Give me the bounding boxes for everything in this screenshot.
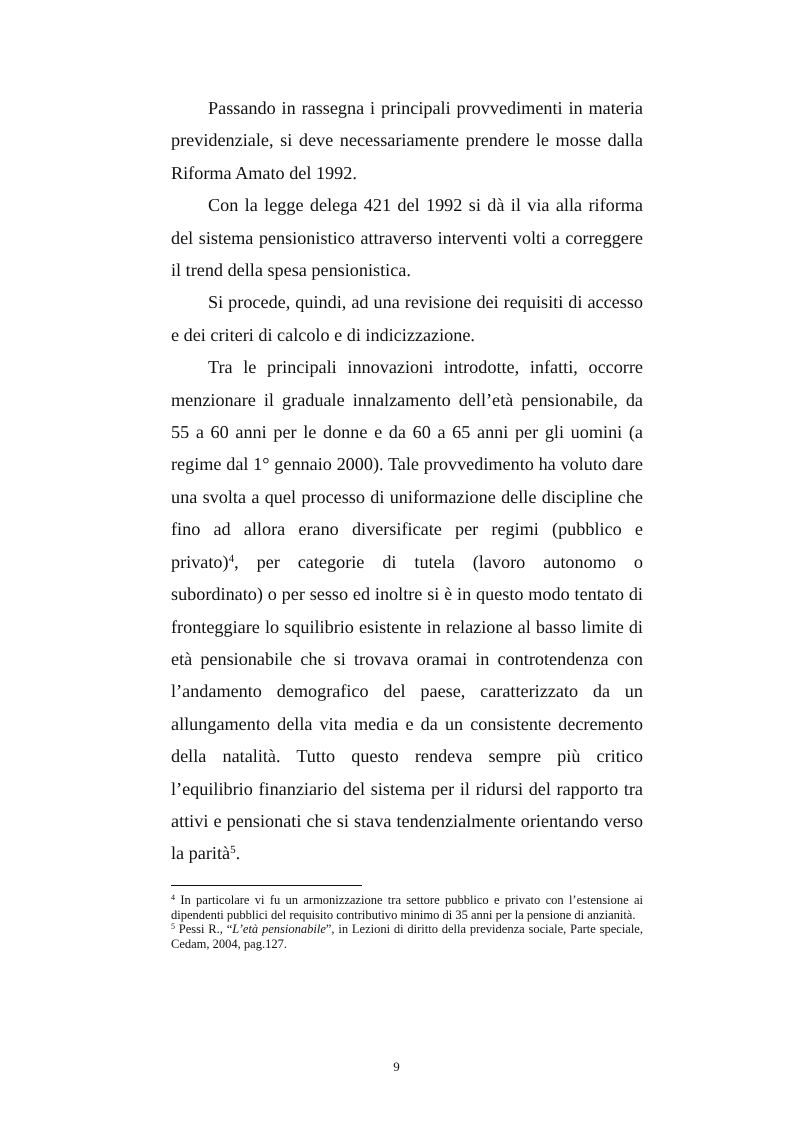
footnote-5 xyxy=(171,922,643,951)
footnote-ref-4: 4 xyxy=(228,552,235,565)
paragraph-2: Con la legge delega 421 del 1992 si dà il via alla riforma del sistema pensionistico attraverso interventi volti a correggere il trend della spesa pensionistica. xyxy=(171,195,643,281)
paragraph-4-end: . xyxy=(235,843,241,864)
body-text xyxy=(171,92,643,870)
page-number: 9 xyxy=(393,1059,400,1074)
footnotes xyxy=(171,893,643,951)
paragraph-1: Passando in rassegna i principali provvedimenti in materia previdenziale, si deve necessariamente prendere le mosse dalla Riforma Amato del 1992. xyxy=(171,98,643,183)
footnote-number: 5 xyxy=(171,922,175,932)
footnote-separator xyxy=(171,885,362,886)
footnote-text: In particolare vi fu un armonizzazione tra settore pubblico e privato con l’estensione ai dipendenti pubblici del requisito contributivo minimo di 35 anni per la pensione di anzianità. xyxy=(171,893,643,922)
paragraph-4-part-1: Tra le principali innovazioni introdotte, infatti, occorre menzionare il graduale innalzamento dell’età pensionabile, da 55 a 60 anni per le donne e da 60 a 65 anni per gli uomini (a regime dal 1° gennaio 2000). Tale provvedimento ha voluto dare una svolta a quel processo di uniformazione delle discipline che fino ad allora erano diversificate per regimi (pubblico e privato) xyxy=(171,357,643,572)
footnote-ref-5: 5 xyxy=(230,844,236,857)
paragraph-4 xyxy=(171,351,643,870)
footnote-cited-title: L’età pensionabile xyxy=(232,922,326,937)
footnote-text-post: ”, in Lezioni di diritto della previdenza sociale, Parte speciale, Cedam, 2004, pag.127. xyxy=(171,922,643,951)
footnote-number: 4 xyxy=(171,893,175,902)
footnote-4 xyxy=(171,893,643,922)
footnote-text-pre: Pessi R., “ xyxy=(175,922,233,937)
paragraph-3: Si procede, quindi, ad una revisione dei requisiti di accesso e dei criteri di calcolo e di indicizzazione. xyxy=(171,292,643,345)
paragraph-4-part-2: , per categorie di tutela (lavoro autonomo o subordinato) o per sesso ed inoltre si è in questo modo tentato di fronteggiare lo squilibrio esistente in relazione al basso limite di età pensionabile che si trovava oramai in controtendenza con l’andamento demografico del paese, caratterizzato da un allungamento della vita media e da un consistente decremento della natalità. Tutto questo rendeva sempre più critico l’equilibrio finanziario del sistema per il ridursi del rapporto tra attivi e pensionati che si stava tendenzialmente orientando verso la parità xyxy=(171,551,643,864)
